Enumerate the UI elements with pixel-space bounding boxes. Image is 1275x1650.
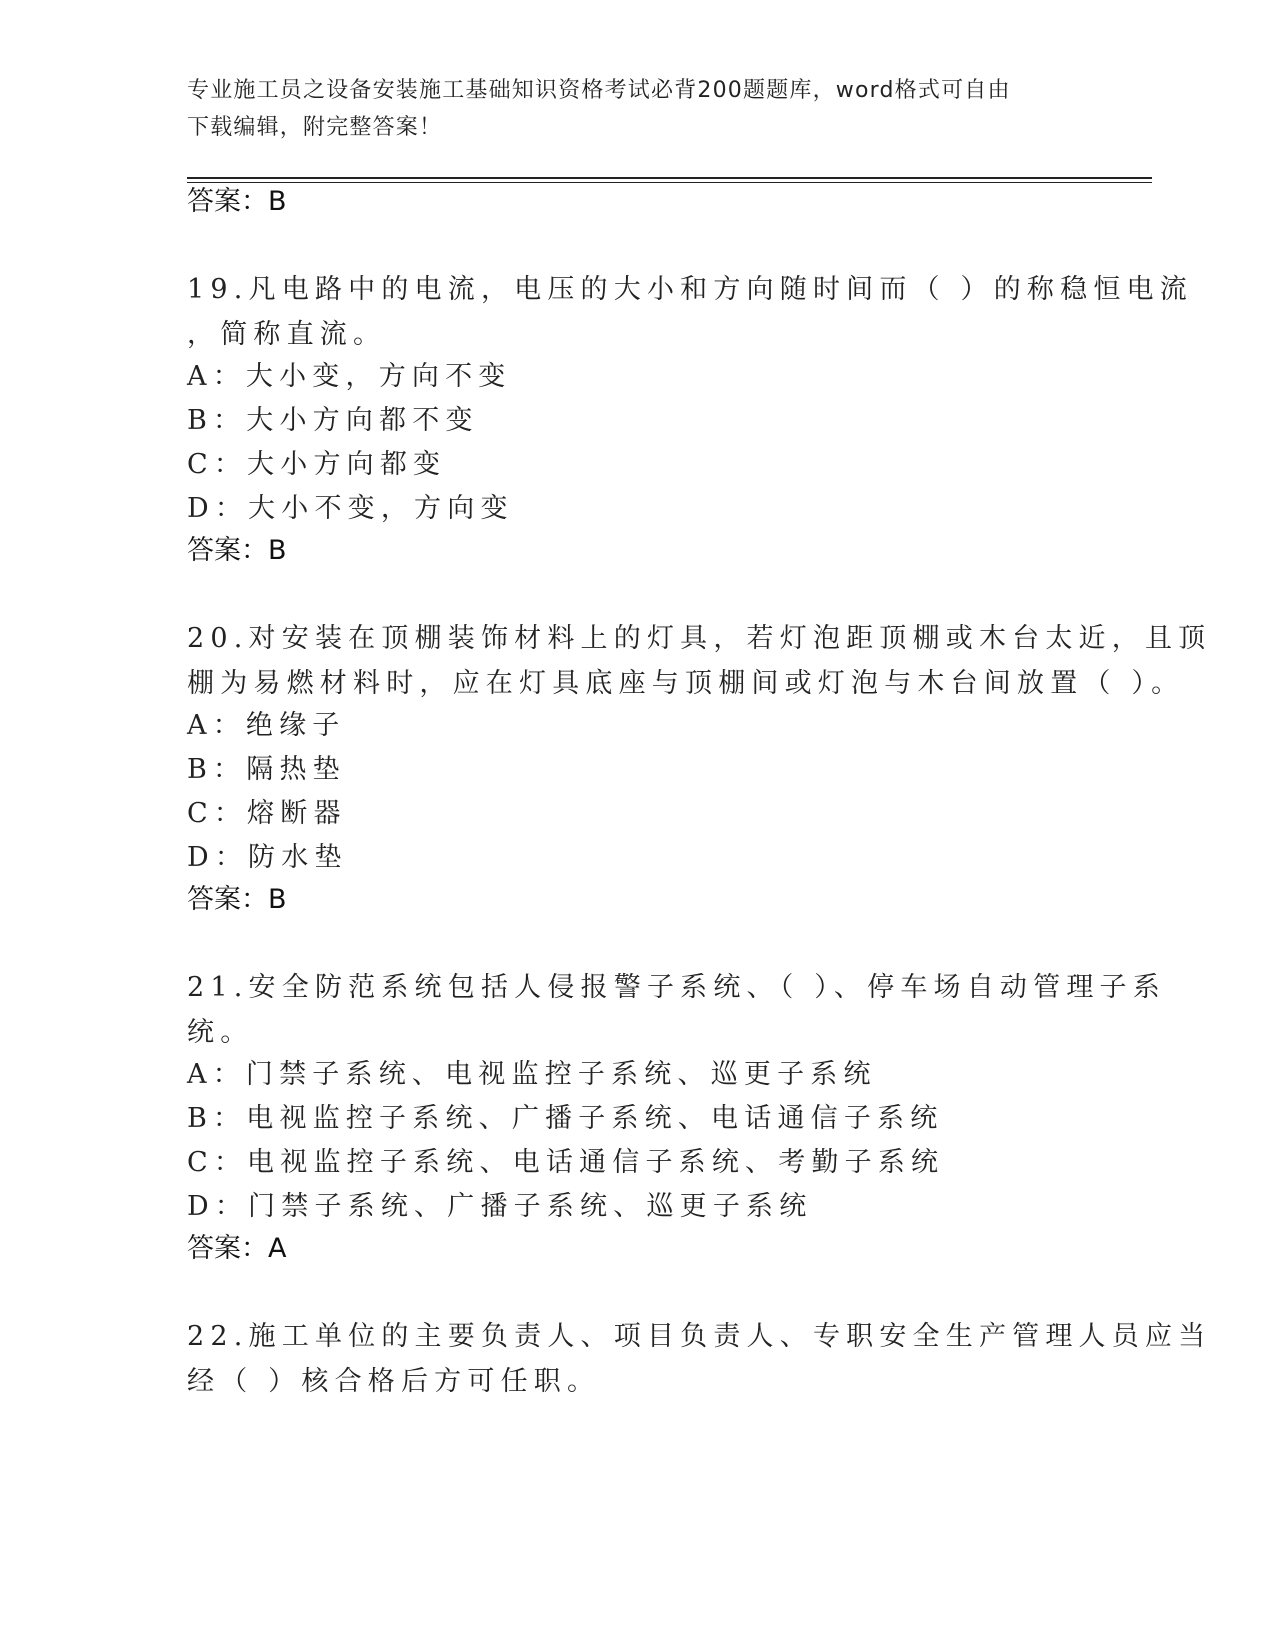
question-21-option-a: A：门禁子系统、电视监控子系统、巡更子系统 bbox=[187, 1059, 877, 1090]
header-line-1: 专业施工员之设备安装施工基础知识资格考试必背200题题库，word格式可自由 bbox=[187, 78, 1011, 103]
question-21-option-d: D：门禁子系统、广播子系统、巡更子系统 bbox=[187, 1191, 813, 1222]
question-21-line-1: 21.安全防范系统包括人侵报警子系统、（ ）、停车场自动管理子系 bbox=[187, 972, 1166, 1003]
question-19-answer: 答案：B bbox=[187, 535, 287, 566]
question-20-answer: 答案：B bbox=[187, 884, 287, 915]
question-21-option-c: C：电视监控子系统、电话通信子系统、考勤子系统 bbox=[187, 1147, 945, 1178]
question-22 bbox=[187, 1314, 1212, 1404]
question-19-line-2: ，简称直流。 bbox=[187, 319, 387, 350]
question-19-option-a: A：大小变，方向不变 bbox=[187, 361, 512, 392]
header-rule-thin bbox=[187, 182, 1152, 183]
question-20-line-1: 20.对安装在顶棚装饰材料上的灯具，若灯泡距顶棚或木台太近，且顶 bbox=[187, 623, 1212, 654]
question-20-option-b: B：隔热垫 bbox=[187, 754, 346, 785]
question-20-line-2: 棚为易燃材料时，应在灯具底座与顶棚间或灯泡与木台间放置（ ）。 bbox=[187, 668, 1185, 699]
question-19-option-c: C：大小方向都变 bbox=[187, 449, 447, 480]
header-line-2: 下载编辑，附完整答案！ bbox=[187, 115, 443, 140]
question-20 bbox=[187, 616, 1212, 706]
question-20-option-c: C：熔断器 bbox=[187, 798, 347, 829]
question-19-option-d: D：大小不变，方向变 bbox=[187, 493, 514, 524]
question-21-option-b: B：电视监控子系统、广播子系统、电话通信子系统 bbox=[187, 1103, 944, 1134]
question-21-answer: 答案：A bbox=[187, 1233, 287, 1264]
question-22-line-2: 经（ ）核合格后方可任职。 bbox=[187, 1366, 601, 1397]
question-20-option-d: D：防水垫 bbox=[187, 842, 348, 873]
header-rule-thick bbox=[187, 177, 1152, 179]
answer-prev: 答案：B bbox=[187, 186, 287, 217]
question-19-option-b: B：大小方向都不变 bbox=[187, 405, 479, 436]
question-21-line-2: 统。 bbox=[187, 1017, 254, 1048]
document-header bbox=[187, 72, 1067, 146]
question-22-line-1: 22.施工单位的主要负责人、项目负责人、专职安全生产管理人员应当 bbox=[187, 1321, 1212, 1352]
question-21 bbox=[187, 965, 1166, 1055]
question-19 bbox=[187, 267, 1193, 357]
question-20-option-a: A：绝缘子 bbox=[187, 710, 346, 741]
question-19-line-1: 19.凡电路中的电流，电压的大小和方向随时间而（ ）的称稳恒电流 bbox=[187, 274, 1193, 305]
